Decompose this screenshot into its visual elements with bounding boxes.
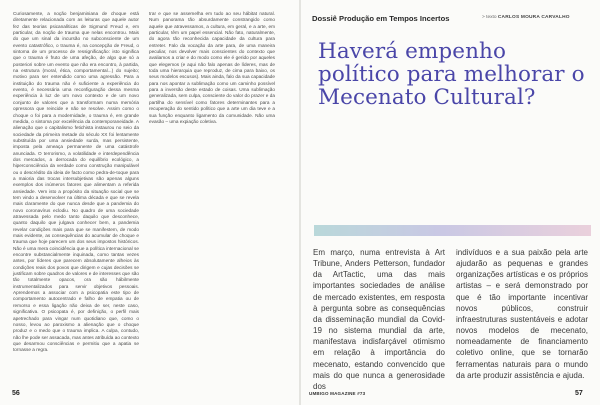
section-title: Dossiê Produção em Tempos Incertos	[312, 14, 450, 23]
author-byline	[482, 15, 570, 20]
lead-column-left: Em março, numa entrevista à Art Tribune, Anders Petterson, fundador da ArtTactic, uma das mais importantes sociedades de análise de mercado existentes, em resposta à pergunta sobre as consequências da disseminação mundial da Covid-19 no sistema mundial da arte, manifestava indisfarçável otimismo em relação à importância do mecenato, estando convencido que mais do que nunca a generosidade dos	[313, 248, 445, 391]
page-number-right: 57	[575, 390, 583, 397]
magazine-footer: UMBIGO MAGAZINE #73	[309, 391, 366, 396]
author-name: CARLOS MOURA CARVALHO	[497, 15, 570, 20]
lead-column-right: indivíduos e a sua paixão pela arte ajudarão as pequenas e grandes organizações artísticas e os próprios artistas – e será demonstrado por que é tão importante incentivar novos públicos, construir infraestruturas sustentáveis e adotar novos modelos de mecenato, nomeadamente de financiamento coletivo online, que se tornarão ferramentas naturais para o mundo da arte produzir assistência e ajuda.	[456, 248, 588, 380]
body-column-right: trar e que se assemelha em tudo ao seu hábitat natural. Num panorama tão absurdamente constrangido como aquele que atravessamos, a cultura, em geral, e a arte, em particular, têm um papel essencial. Não fato, naturalmente, do agora tão reconhecida capacidade da cultura para entreter. Falo da vocação da arte para, de uma maneira peculiar, nos devolver mais conscientes do contexto que avaliamos a criar e do modo como ele é gerido por aqueles que elegemos (e aqui não falo apenas de líderes, mas de toda uma hierarquia que reproduz, de cima para baixo, os seus modelos escusos). Mais ainda, falo da sua capacidade para nos apontar a sublimação como um caminho possível para a inversão deste estado de coisas. Uma sublimação generalizada, sem culpa, consciente do valor do prazer e da partilha do sensível como fatores determinantes para a recuperação do sentido político que a arte um dia teve e a sua função enquanto ligamento da comunidade. Não uma evasão – uma expiação coletiva.	[149, 11, 275, 124]
author-prefix: > texto	[482, 15, 497, 20]
page-number-left: 56	[12, 390, 20, 397]
decorative-gradient-bar	[314, 225, 591, 236]
body-column-left: Curiosamente, a noção benjaminiana de choque está diretamente relacionada com as leituras que aquele autor fez das teorias psicanalíticas de Sigmund Freud e, em particular, da noção de trauma que nelas encontrou. Mais do que um sinal da incursão no subconsciente de um evento catastrófico, o trauma é, na concepção de Freud, o sintoma de um processo de ressignificação: isto significa que o trauma é fruto de uma afeção, de algo que só a posteriori sobre um evento que não era encontro, à partida, na estrutura (moral, ética, comportamental...) do sujeito; motivo para ser entendido como uma agressão. Para a instituição do trauma não é suficiente a experiência do evento, é necessária uma reconfiguração dessa mesma experiência à luz de um novo contexto e de um novo conjunto de valores que a transformam numa memória opressora que reincide e não se resolve. Assim como o choque o foi para a modernidade, o trauma é, em grande medida, o sintoma por excelência da contemporaneidade. A alienação que o capitalismo fetichista instaurou no seio da sociedade da primeira metade do século XX foi lentamente substituída por uma ansiedade surda, mas persistente, imposta pela ameaça permanente de uma catástrofe anunciada. O terrorismo, a volatilidade e interdependência dos mercados, a derrocada do equilíbrio ecológico, a hiperconsciência da verdade como construção manipulável ou o descrédito da ideia de facto como pedra-de-toque para a maioria das trocas intersubjetivas são apenas alguns exemplos dos inúmeros fatores que alimentam a referida ansiedade. Vem isto a propósito da situação social que se tem vindo a desenvolver na última década e que se revela mais claramente do que nunca desde que a pandemia do novo coronavírus eclodiu. No quadro de uma sociedade atravessada pelo medo tanto daquilo que desconhece, quanto daquilo que julgava conhecer bem, a pandemia revelar condições mais para que se manifestem, de modo mais evidente, as consequências do acumular de choque e trauma que hoje parecem um dos seus impostos históricos. Não é uma mera coincidência que a política internacional se encontre substancialmente inquinada, como tantas vezes antes, por líderes que parecem absolutamente alheios às condições reais dos povos que dirigem e cujas decisões se justificam sobre quadros de valores e de interesses que são tão totalmente opacos, ora são hábilmente instrumentalizados para servir objetivos pessoais. Aprendemos a associar com a psicopatia este tipo de comportamento autocentrado e falho de empatia ou de remorso e essa ligação não deixa de ser, neste caso, significativa. O psicopata é, por definição, o perfil mais apetrechado para vingar num quotidiano que, como o nosso, levou ao paroxismo a alienação que o choque produz e o medo que o trauma implica. A culpa, contudo, não lhe pode ser assacada, mas antes atribuída ao contexto que desarmou consciências e permitiu que a apatia se tornasse a regra.	[13, 11, 139, 353]
left-page	[0, 0, 299, 405]
article-headline: Haverá empenho político para melhorar o Mecenato Cultural?	[318, 39, 585, 110]
